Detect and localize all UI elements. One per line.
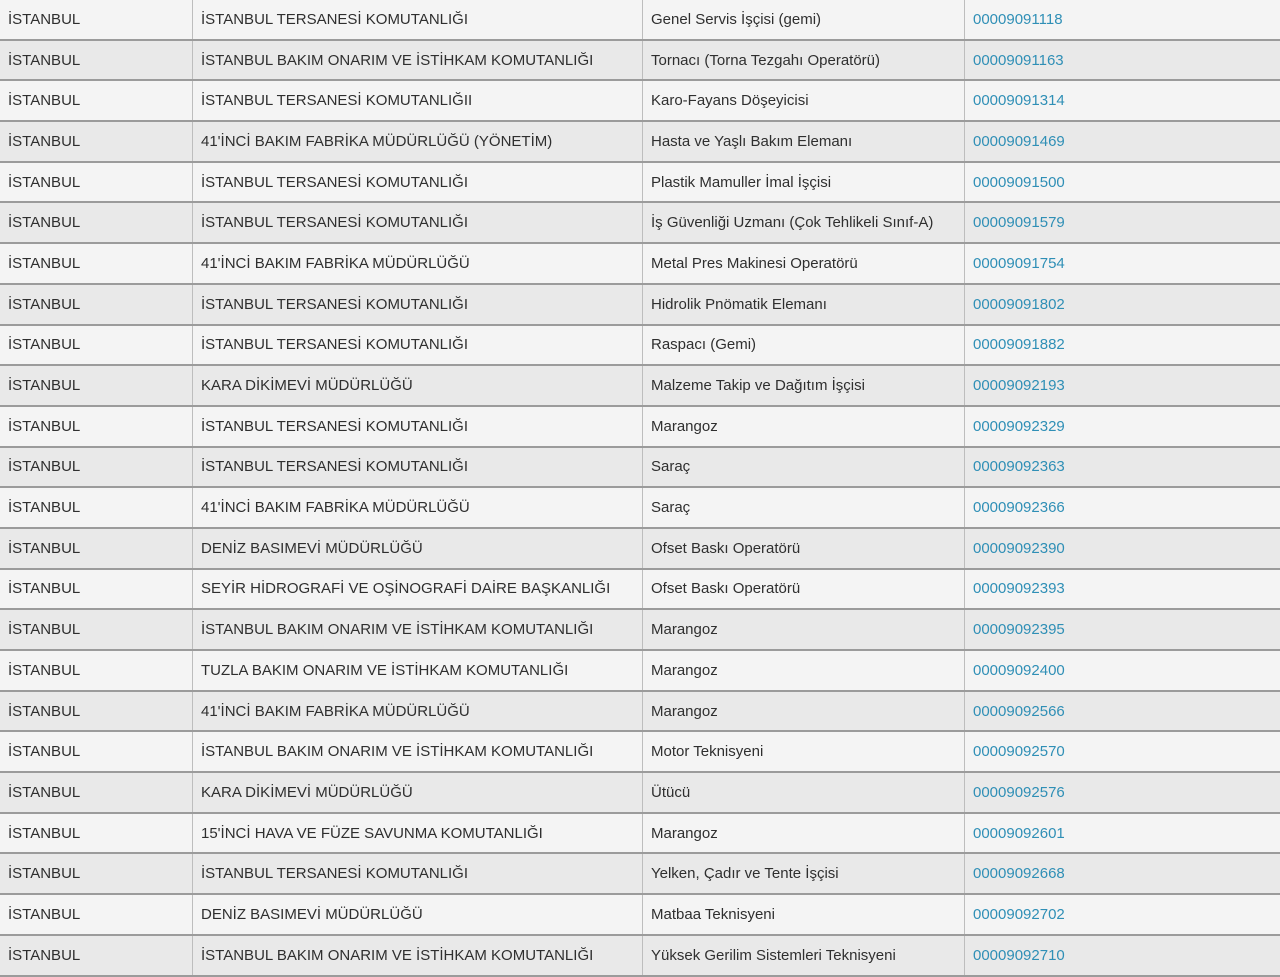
job-cell xyxy=(643,448,965,487)
unit-cell xyxy=(193,692,643,731)
code-cell xyxy=(965,285,1280,324)
unit-cell xyxy=(193,326,643,365)
city-cell xyxy=(0,163,193,202)
unit-cell xyxy=(193,244,643,283)
job-cell-text: Marangoz xyxy=(651,417,718,435)
unit-cell-text: 15'İNCİ HAVA VE FÜZE SAVUNMA KOMUTANLIĞI xyxy=(201,824,543,842)
city-cell-text: İSTANBUL xyxy=(8,499,81,517)
job-cell xyxy=(643,122,965,161)
unit-cell xyxy=(193,895,643,934)
code-cell-link[interactable]: 00009092576 xyxy=(973,783,1065,801)
city-cell-text: İSTANBUL xyxy=(8,621,81,639)
city-cell xyxy=(0,895,193,934)
table-row xyxy=(0,326,1280,367)
code-cell xyxy=(965,570,1280,609)
city-cell xyxy=(0,529,193,568)
job-cell xyxy=(643,895,965,934)
city-cell-text: İSTANBUL xyxy=(8,336,81,354)
job-cell-text: Saraç xyxy=(651,499,691,517)
city-cell xyxy=(0,326,193,365)
code-cell xyxy=(965,692,1280,731)
code-cell xyxy=(965,81,1280,120)
job-cell-text: Tornacı (Torna Tezgahı Operatörü) xyxy=(651,51,881,69)
unit-cell xyxy=(193,570,643,609)
job-cell xyxy=(643,163,965,202)
code-cell xyxy=(965,366,1280,405)
job-cell xyxy=(643,366,965,405)
code-cell-link[interactable]: 00009091500 xyxy=(973,173,1065,191)
city-cell-text: İSTANBUL xyxy=(8,10,81,28)
unit-cell-text: TUZLA BAKIM ONARIM VE İSTİHKAM KOMUTANLIĞI xyxy=(201,661,569,679)
unit-cell-text: KARA DİKİMEVİ MÜDÜRLÜĞÜ xyxy=(201,377,413,395)
unit-cell-text: İSTANBUL TERSANESİ KOMUTANLIĞI xyxy=(201,336,468,354)
job-cell-text: Plastik Mamuller İmal İşçisi xyxy=(651,173,832,191)
city-cell-text: İSTANBUL xyxy=(8,539,81,557)
code-cell xyxy=(965,732,1280,771)
unit-cell-text: 41'İNCİ BAKIM FABRİKA MÜDÜRLÜĞÜ (YÖNETİM) xyxy=(201,132,553,150)
city-cell xyxy=(0,651,193,690)
unit-cell-text: İSTANBUL TERSANESİ KOMUTANLIĞI xyxy=(201,865,468,883)
code-cell xyxy=(965,854,1280,893)
code-cell xyxy=(965,814,1280,853)
job-cell xyxy=(643,529,965,568)
code-cell-link[interactable]: 00009092363 xyxy=(973,458,1065,476)
unit-cell-text: İSTANBUL BAKIM ONARIM VE İSTİHKAM KOMUTANLIĞI xyxy=(201,743,594,761)
unit-cell-text: İSTANBUL BAKIM ONARIM VE İSTİHKAM KOMUTANLIĞI xyxy=(201,621,594,639)
table-row xyxy=(0,936,1280,977)
table-row xyxy=(0,488,1280,529)
code-cell-link[interactable]: 00009092668 xyxy=(973,865,1065,883)
table-row xyxy=(0,122,1280,163)
job-cell xyxy=(643,610,965,649)
city-cell-text: İSTANBUL xyxy=(8,743,81,761)
city-cell xyxy=(0,448,193,487)
city-cell-text: İSTANBUL xyxy=(8,946,81,964)
code-cell-link[interactable]: 00009091754 xyxy=(973,254,1065,272)
job-cell xyxy=(643,936,965,975)
job-cell xyxy=(643,81,965,120)
table-row xyxy=(0,0,1280,41)
code-cell-link[interactable]: 00009092366 xyxy=(973,499,1065,517)
unit-cell xyxy=(193,41,643,80)
table-row xyxy=(0,244,1280,285)
job-cell-text: Ofset Baskı Operatörü xyxy=(651,580,801,598)
unit-cell xyxy=(193,732,643,771)
job-cell-text: Marangoz xyxy=(651,702,718,720)
city-cell-text: İSTANBUL xyxy=(8,661,81,679)
city-cell xyxy=(0,41,193,80)
table-row xyxy=(0,692,1280,733)
job-cell xyxy=(643,203,965,242)
job-cell-text: İş Güvenliği Uzmanı (Çok Tehlikeli Sınıf-A) xyxy=(651,214,934,232)
job-cell xyxy=(643,692,965,731)
job-cell xyxy=(643,326,965,365)
unit-cell xyxy=(193,936,643,975)
table-row xyxy=(0,732,1280,773)
unit-cell xyxy=(193,285,643,324)
job-cell-text: Hasta ve Yaşlı Bakım Elemanı xyxy=(651,132,853,150)
code-cell xyxy=(965,163,1280,202)
job-cell-text: Yüksek Gerilim Sistemleri Teknisyeni xyxy=(651,946,896,964)
job-cell-text: Metal Pres Makinesi Operatörü xyxy=(651,254,858,272)
city-cell-text: İSTANBUL xyxy=(8,295,81,313)
job-cell xyxy=(643,570,965,609)
code-cell xyxy=(965,122,1280,161)
unit-cell-text: DENİZ BASIMEVİ MÜDÜRLÜĞÜ xyxy=(201,539,423,557)
table-row xyxy=(0,773,1280,814)
table-row xyxy=(0,651,1280,692)
unit-cell xyxy=(193,203,643,242)
city-cell xyxy=(0,488,193,527)
city-cell-text: İSTANBUL xyxy=(8,824,81,842)
unit-cell xyxy=(193,610,643,649)
unit-cell xyxy=(193,122,643,161)
code-cell xyxy=(965,326,1280,365)
job-cell xyxy=(643,854,965,893)
city-cell xyxy=(0,854,193,893)
code-cell xyxy=(965,773,1280,812)
code-cell-link[interactable]: 00009092393 xyxy=(973,580,1065,598)
code-cell xyxy=(965,407,1280,446)
city-cell xyxy=(0,692,193,731)
job-cell xyxy=(643,244,965,283)
unit-cell-text: İSTANBUL TERSANESİ KOMUTANLIĞI xyxy=(201,173,468,191)
code-cell-link[interactable]: 00009092390 xyxy=(973,539,1065,557)
job-cell xyxy=(643,285,965,324)
code-cell-link[interactable]: 00009092601 xyxy=(973,824,1065,842)
city-cell-text: İSTANBUL xyxy=(8,173,81,191)
code-cell xyxy=(965,610,1280,649)
city-cell-text: İSTANBUL xyxy=(8,580,81,598)
table-row xyxy=(0,366,1280,407)
unit-cell-text: 41'İNCİ BAKIM FABRİKA MÜDÜRLÜĞÜ xyxy=(201,254,470,272)
job-cell-text: Yelken, Çadır ve Tente İşçisi xyxy=(651,865,839,883)
code-cell-link[interactable]: 00009092566 xyxy=(973,702,1065,720)
city-cell xyxy=(0,81,193,120)
job-cell xyxy=(643,0,965,39)
job-cell xyxy=(643,488,965,527)
city-cell-text: İSTANBUL xyxy=(8,377,81,395)
unit-cell-text: 41'İNCİ BAKIM FABRİKA MÜDÜRLÜĞÜ xyxy=(201,702,470,720)
unit-cell xyxy=(193,854,643,893)
job-cell xyxy=(643,773,965,812)
city-cell xyxy=(0,244,193,283)
job-cell-text: Raspacı (Gemi) xyxy=(651,336,757,354)
city-cell xyxy=(0,610,193,649)
table-row xyxy=(0,610,1280,651)
code-cell xyxy=(965,936,1280,975)
unit-cell-text: 41'İNCİ BAKIM FABRİKA MÜDÜRLÜĞÜ xyxy=(201,499,470,517)
job-cell-text: Marangoz xyxy=(651,824,718,842)
unit-cell-text: İSTANBUL TERSANESİ KOMUTANLIĞI xyxy=(201,10,468,28)
unit-cell xyxy=(193,407,643,446)
city-cell xyxy=(0,407,193,446)
unit-cell-text: İSTANBUL BAKIM ONARIM VE İSTİHKAM KOMUTANLIĞI xyxy=(201,946,594,964)
city-cell xyxy=(0,203,193,242)
code-cell xyxy=(965,651,1280,690)
table-row xyxy=(0,163,1280,204)
job-cell-text: Saraç xyxy=(651,458,691,476)
unit-cell-text: İSTANBUL TERSANESİ KOMUTANLIĞII xyxy=(201,92,473,110)
code-cell-link[interactable]: 00009092710 xyxy=(973,946,1065,964)
city-cell-text: İSTANBUL xyxy=(8,132,81,150)
unit-cell-text: KARA DİKİMEVİ MÜDÜRLÜĞÜ xyxy=(201,783,413,801)
code-cell-link[interactable]: 00009092702 xyxy=(973,905,1065,923)
unit-cell xyxy=(193,773,643,812)
job-cell-text: Ütücü xyxy=(651,783,691,801)
job-cell xyxy=(643,732,965,771)
unit-cell xyxy=(193,81,643,120)
code-cell xyxy=(965,488,1280,527)
code-cell xyxy=(965,244,1280,283)
code-cell-link[interactable]: 00009092193 xyxy=(973,377,1065,395)
table-row xyxy=(0,529,1280,570)
job-cell-text: Hidrolik Pnömatik Elemanı xyxy=(651,295,827,313)
code-cell-link[interactable]: 00009092400 xyxy=(973,661,1065,679)
code-cell-link[interactable]: 00009092329 xyxy=(973,417,1065,435)
unit-cell xyxy=(193,814,643,853)
city-cell-text: İSTANBUL xyxy=(8,865,81,883)
unit-cell-text: SEYİR HİDROGRAFİ VE OŞİNOGRAFİ DAİRE BAŞKANLIĞI xyxy=(201,580,611,598)
code-cell-link[interactable]: 00009091314 xyxy=(973,92,1065,110)
table-row xyxy=(0,570,1280,611)
code-cell xyxy=(965,529,1280,568)
table-row xyxy=(0,407,1280,448)
table-row xyxy=(0,285,1280,326)
code-cell xyxy=(965,41,1280,80)
code-cell-link[interactable]: 00009091579 xyxy=(973,214,1065,232)
unit-cell-text: DENİZ BASIMEVİ MÜDÜRLÜĞÜ xyxy=(201,905,423,923)
code-cell xyxy=(965,203,1280,242)
city-cell-text: İSTANBUL xyxy=(8,214,81,232)
job-cell-text: Motor Teknisyeni xyxy=(651,743,764,761)
job-cell-text: Matbaa Teknisyeni xyxy=(651,905,775,923)
city-cell xyxy=(0,122,193,161)
job-cell-text: Marangoz xyxy=(651,621,718,639)
unit-cell xyxy=(193,651,643,690)
unit-cell-text: İSTANBUL TERSANESİ KOMUTANLIĞI xyxy=(201,458,468,476)
code-cell xyxy=(965,448,1280,487)
unit-cell xyxy=(193,366,643,405)
city-cell-text: İSTANBUL xyxy=(8,254,81,272)
unit-cell-text: İSTANBUL TERSANESİ KOMUTANLIĞI xyxy=(201,295,468,313)
city-cell-text: İSTANBUL xyxy=(8,702,81,720)
table-row xyxy=(0,203,1280,244)
code-cell xyxy=(965,895,1280,934)
table-row xyxy=(0,854,1280,895)
city-cell xyxy=(0,732,193,771)
job-cell xyxy=(643,407,965,446)
city-cell xyxy=(0,814,193,853)
table-row xyxy=(0,895,1280,936)
city-cell-text: İSTANBUL xyxy=(8,51,81,69)
job-cell-text: Malzeme Takip ve Dağıtım İşçisi xyxy=(651,377,865,395)
job-cell-text: Marangoz xyxy=(651,661,718,679)
city-cell-text: İSTANBUL xyxy=(8,905,81,923)
city-cell xyxy=(0,570,193,609)
job-cell xyxy=(643,814,965,853)
table-row xyxy=(0,41,1280,82)
job-cell xyxy=(643,651,965,690)
unit-cell-text: İSTANBUL BAKIM ONARIM VE İSTİHKAM KOMUTANLIĞI xyxy=(201,51,594,69)
job-cell xyxy=(643,41,965,80)
city-cell xyxy=(0,773,193,812)
unit-cell xyxy=(193,488,643,527)
city-cell-text: İSTANBUL xyxy=(8,783,81,801)
unit-cell xyxy=(193,163,643,202)
city-cell xyxy=(0,0,193,39)
city-cell-text: İSTANBUL xyxy=(8,92,81,110)
job-cell-text: Ofset Baskı Operatörü xyxy=(651,539,801,557)
code-cell-link[interactable]: 00009091882 xyxy=(973,336,1065,354)
code-cell-link[interactable]: 00009091469 xyxy=(973,132,1065,150)
job-cell-text: Genel Servis İşçisi (gemi) xyxy=(651,10,822,28)
job-cell-text: Karo-Fayans Döşeyicisi xyxy=(651,92,809,110)
code-cell-link[interactable]: 00009091163 xyxy=(973,51,1064,69)
city-cell xyxy=(0,936,193,975)
code-cell-link[interactable]: 00009092395 xyxy=(973,621,1065,639)
unit-cell xyxy=(193,529,643,568)
city-cell-text: İSTANBUL xyxy=(8,458,81,476)
city-cell xyxy=(0,366,193,405)
city-cell-text: İSTANBUL xyxy=(8,417,81,435)
code-cell-link[interactable]: 00009091118 xyxy=(973,10,1063,28)
unit-cell xyxy=(193,448,643,487)
code-cell-link[interactable]: 00009092570 xyxy=(973,743,1065,761)
unit-cell-text: İSTANBUL TERSANESİ KOMUTANLIĞI xyxy=(201,417,468,435)
table-row xyxy=(0,814,1280,855)
table-row xyxy=(0,81,1280,122)
table-row xyxy=(0,448,1280,489)
unit-cell-text: İSTANBUL TERSANESİ KOMUTANLIĞI xyxy=(201,214,468,232)
city-cell xyxy=(0,285,193,324)
unit-cell xyxy=(193,0,643,39)
code-cell-link[interactable]: 00009091802 xyxy=(973,295,1065,313)
code-cell xyxy=(965,0,1280,39)
